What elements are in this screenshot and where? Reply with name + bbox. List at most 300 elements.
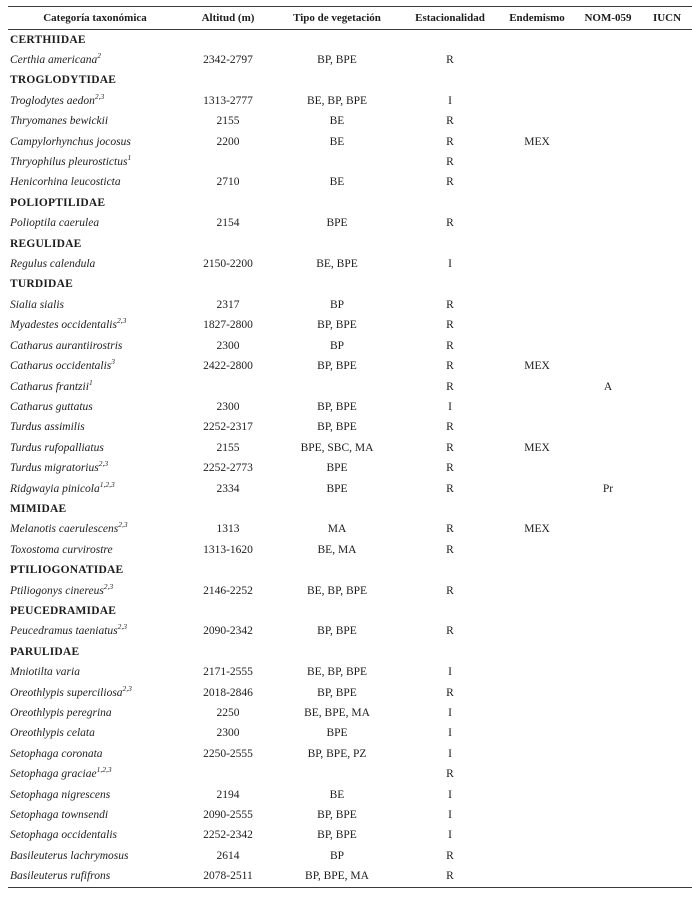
vegetation-cell: BPE [326,727,348,740]
species-name: Henicorhina leucosticta [10,176,121,189]
seasonality-cell: I [448,829,452,842]
seasonality-cell: I [448,809,452,822]
table-row [8,397,692,417]
seasonality-cell: R [446,135,454,148]
species-name-cell [8,173,182,193]
seasonality-cell: R [446,217,454,230]
seasonality-cell: R [446,523,454,536]
table-row [8,336,692,356]
species-table [8,6,692,888]
species-name-cell [8,397,182,417]
altitude-cell: 2614 [216,849,240,862]
seasonality-cell: I [448,747,452,760]
iucn-cell [642,540,692,560]
altitude-cell: 2090-2342 [203,625,253,638]
species-name-cell [8,826,182,846]
altitude-cell: 2252-2342 [203,829,253,842]
seasonality-cell: R [446,686,454,699]
nom059-cell [574,744,642,764]
species-name-cell [8,805,182,825]
iucn-cell [642,254,692,274]
nom059-cell [574,295,642,315]
table-row [8,50,692,70]
table-row [8,418,692,438]
vegetation-cell [274,765,400,785]
seasonality-cell: R [446,380,454,393]
species-superscript: 2,3 [118,520,128,530]
altitude-cell: 2300 [216,400,240,413]
nom059-cell [574,683,642,703]
species-name-cell [8,581,182,601]
col-header-altitude: Altitud (m) [201,12,255,24]
species-name-cell [8,765,182,785]
vegetation-cell: MA [327,523,347,536]
vegetation-cell: BE, BP, BPE [306,584,368,597]
vegetation-cell [274,152,400,172]
species-name-cell [8,867,182,888]
altitude-cell: 2334 [216,482,240,495]
species-superscript: 3 [111,357,116,367]
iucn-cell [642,703,692,723]
species-name-cell [8,377,182,397]
altitude-cell: 2155 [216,115,240,128]
species-name-cell [8,683,182,703]
species-name: Setophaga graciae [10,768,97,781]
iucn-cell [642,663,692,683]
table-row [8,438,692,458]
table-row [8,91,692,111]
vegetation-cell: BP [329,298,345,311]
table-row [8,316,692,336]
altitude-cell: 2422-2800 [203,360,253,373]
seasonality-cell: I [448,666,452,679]
seasonality-cell: R [446,441,454,454]
nom059-cell [574,826,642,846]
species-name: Ridgwayia pinicola [10,482,100,495]
species-name-cell [8,254,182,274]
col-header-seasonality: Estacionalidad [415,12,485,24]
vegetation-cell: BP, BPE [317,809,357,822]
species-superscript: 2,3 [117,622,128,632]
endemism-cell: MEX [524,360,550,373]
table-row [8,703,692,723]
species-name-cell [8,316,182,336]
vegetation-cell: BE [329,176,345,189]
table-row [8,152,692,172]
species-name-cell [8,132,182,152]
species-name: Thryophilus pleurostictus [10,156,128,169]
iucn-cell [642,316,692,336]
nom059-cell [574,785,642,805]
endemism-cell [500,336,574,356]
altitude-cell: 2252-2773 [203,462,253,475]
species-name: Certhia americana [10,54,98,66]
altitude-cell: 2342-2797 [203,54,253,66]
endemism-cell [500,479,574,499]
species-superscript: 2,3 [94,91,105,101]
vegetation-cell: BE, BPE, MA [304,707,370,719]
seasonality-cell: R [446,482,454,495]
species-name: Turdus assimilis [10,421,85,434]
altitude-cell: 2146-2252 [203,584,253,597]
nom059-cell [574,316,642,336]
species-name-cell [8,785,182,805]
species-name-cell [8,91,182,111]
table-row [8,132,692,152]
table-row [8,663,692,683]
altitude-cell [182,765,274,785]
species-name: Troglodytes aedon [10,94,95,107]
family-name: PARULIDAE [10,645,80,658]
species-name: Polioptila caerulea [10,217,100,230]
seasonality-cell: R [446,625,454,638]
family-name: TROGLODYTIDAE [10,74,117,87]
nom059-cell [574,336,642,356]
endemism-cell [500,173,574,193]
seasonality-cell: R [446,849,454,862]
species-name: Thryomanes bewickii [10,115,109,128]
table-row [8,520,692,540]
endemism-cell [500,418,574,438]
altitude-cell: 2194 [216,788,240,801]
table-row [8,826,692,846]
species-superscript: 1 [127,153,132,163]
nom059-cell [574,152,642,172]
species-superscript: 2,3 [122,683,132,693]
vegetation-cell: BE [329,788,345,801]
seasonality-cell: R [446,156,454,169]
species-name: Campylorhynchus jocosus [10,135,131,148]
species-name: Oreothlypis peregrina [10,707,112,719]
species-name: Toxostoma curvirostre [10,543,113,556]
endemism-cell [500,254,574,274]
altitude-cell: 2200 [216,135,240,148]
vegetation-cell: BPE [326,482,348,495]
seasonality-cell: I [448,788,452,801]
nom059-cell: Pr [602,482,614,495]
species-name: Basileuterus lachrymosus [10,849,129,862]
altitude-cell: 2300 [216,339,240,352]
iucn-cell [642,520,692,540]
vegetation-cell [274,377,400,397]
vegetation-cell: BPE, SBC, MA [300,441,374,454]
altitude-cell: 1827-2800 [203,319,253,332]
vegetation-cell: BP, BPE, MA [305,870,369,883]
iucn-cell [642,112,692,132]
col-header-vegetation: Tipo de vegetación [293,12,381,24]
iucn-cell [642,173,692,193]
species-name-cell [8,214,182,234]
seasonality-cell: R [446,360,454,373]
endemism-cell [500,867,574,888]
species-name: Catharus occidentalis [10,360,112,373]
altitude-cell [182,377,274,397]
altitude-cell: 1313 [216,523,240,536]
species-superscript: 1 [88,377,93,387]
iucn-cell [642,91,692,111]
endemism-cell [500,397,574,417]
nom059-cell [574,724,642,744]
table-row [8,581,692,601]
iucn-cell [642,336,692,356]
seasonality-cell: R [446,298,454,311]
vegetation-cell: BP, BPE [317,625,357,638]
iucn-cell [642,438,692,458]
seasonality-cell: I [448,258,452,271]
species-name-cell [8,152,182,172]
altitude-cell: 1313-1620 [203,543,253,556]
altitude-cell: 2018-2846 [203,686,253,699]
family-row [8,561,692,581]
table-row [8,622,692,642]
table-row [8,765,692,785]
iucn-cell [642,357,692,377]
iucn-cell [642,785,692,805]
table-row [8,173,692,193]
endemism-cell [500,724,574,744]
endemism-cell: MEX [524,441,550,454]
altitude-cell: 2300 [216,727,240,740]
table-row [8,805,692,825]
family-row [8,234,692,254]
nom059-cell [574,805,642,825]
family-row [8,193,692,213]
endemism-cell: MEX [524,523,550,536]
col-header-endemism: Endemismo [509,12,565,24]
altitude-cell: 2710 [216,176,240,189]
seasonality-cell: R [446,176,454,189]
nom059-cell [574,132,642,152]
species-superscript: 2,3 [116,316,127,326]
family-name: MIMIDAE [10,502,67,515]
altitude-cell: 2155 [216,441,240,454]
species-name-cell [8,520,182,540]
family-name: PTILIOGONATIDAE [10,564,124,577]
family-row [8,642,692,662]
endemism-cell [500,846,574,866]
nom059-cell [574,622,642,642]
nom059-cell [574,254,642,274]
family-name: CERTHIIDAE [10,33,86,46]
species-superscript: 2,3 [98,459,109,469]
species-name: Setophaga occidentalis [10,829,117,842]
species-name-cell [8,479,182,499]
vegetation-cell: BP, BPE, PZ [307,747,367,760]
seasonality-cell: R [446,115,454,128]
species-name-cell [8,459,182,479]
species-name: Mniotilta varia [10,666,80,679]
altitude-cell: 2252-2317 [203,421,253,434]
altitude-cell: 2154 [216,217,240,230]
seasonality-cell: I [448,707,452,719]
nom059-cell [574,438,642,458]
species-name: Regulus calendula [10,258,96,271]
nom059-cell [574,867,642,888]
species-name: Turdus rufopalliatus [10,441,104,454]
iucn-cell [642,581,692,601]
species-name: Catharus aurantiirostris [10,339,123,352]
species-name-cell [8,724,182,744]
table-header-row [8,7,692,30]
iucn-cell [642,622,692,642]
nom059-cell [574,214,642,234]
species-name: Peucedramus taeniatus [10,625,118,638]
endemism-cell [500,377,574,397]
species-name-cell [8,295,182,315]
nom059-cell [574,173,642,193]
table-row [8,785,692,805]
endemism-cell [500,765,574,785]
table-row [8,724,692,744]
iucn-cell [642,744,692,764]
species-name: Myadestes occidentalis [10,319,117,332]
family-row [8,71,692,91]
seasonality-cell: R [446,54,454,66]
table-row [8,214,692,234]
nom059-cell [574,91,642,111]
species-name-cell [8,50,182,70]
altitude-cell: 2150-2200 [203,258,253,271]
species-name-cell [8,622,182,642]
iucn-cell [642,295,692,315]
endemism-cell [500,744,574,764]
altitude-cell: 2171-2555 [203,666,253,679]
endemism-cell [500,316,574,336]
seasonality-cell: R [446,543,454,556]
species-name: Sialia sialis [10,298,64,311]
table-row [8,357,692,377]
family-name: PEUCEDRAMIDAE [10,604,117,617]
endemism-cell [500,785,574,805]
nom059-cell: A [603,380,613,393]
iucn-cell [642,867,692,888]
species-name: Setophaga townsendi [10,809,109,822]
seasonality-cell: R [446,462,454,475]
nom059-cell [574,703,642,723]
nom059-cell [574,581,642,601]
vegetation-cell: BPE [326,217,348,230]
endemism-cell [500,152,574,172]
table-row [8,459,692,479]
iucn-cell [642,214,692,234]
iucn-cell [642,805,692,825]
species-name-cell [8,703,182,723]
species-name-cell [8,540,182,560]
species-name-cell [8,418,182,438]
table-row [8,540,692,560]
iucn-cell [642,765,692,785]
vegetation-cell: BP, BPE [317,54,357,66]
iucn-cell [642,152,692,172]
seasonality-cell: R [446,870,454,883]
endemism-cell [500,703,574,723]
nom059-cell [574,50,642,70]
nom059-cell [574,765,642,785]
vegetation-cell: BE, BPE [316,258,358,271]
endemism-cell [500,683,574,703]
species-superscript: 1,2,3 [99,479,115,489]
vegetation-cell: BP [329,339,345,352]
altitude-cell: 2250-2555 [203,747,253,760]
species-name: Melanotis caerulescens [10,523,119,536]
table-row [8,479,692,499]
vegetation-cell: BP, BPE [317,400,357,413]
iucn-cell [642,846,692,866]
species-name: Turdus migratorius [10,462,99,475]
col-header-iucn: IUCN [652,12,682,24]
iucn-cell [642,479,692,499]
endemism-cell [500,663,574,683]
family-name: POLIOPTILIDAE [10,196,106,209]
family-name: TURDIDAE [10,278,73,291]
altitude-cell [182,152,274,172]
species-name: Basileuterus rufifrons [10,870,111,883]
endemism-cell: MEX [524,135,550,148]
family-row [8,601,692,621]
iucn-cell [642,50,692,70]
nom059-cell [574,112,642,132]
species-name-cell [8,744,182,764]
family-row [8,499,692,519]
altitude-cell: 2090-2555 [203,809,253,822]
seasonality-cell: R [446,768,454,781]
species-name: Ptiliogonys cinereus [10,584,104,597]
species-name-cell [8,438,182,458]
species-name-cell [8,663,182,683]
altitude-cell: 1313-2777 [203,94,253,107]
table-row [8,846,692,866]
vegetation-cell: BP, BPE [317,829,357,842]
seasonality-cell: R [446,584,454,597]
endemism-cell [500,540,574,560]
species-name-cell [8,336,182,356]
species-superscript: 2,3 [103,581,114,591]
endemism-cell [500,112,574,132]
endemism-cell [500,581,574,601]
table-row [8,377,692,397]
altitude-cell: 2078-2511 [203,870,253,883]
col-header-nom059: NOM-059 [584,12,632,24]
species-name-cell [8,357,182,377]
family-row [8,30,692,51]
iucn-cell [642,397,692,417]
seasonality-cell: R [446,339,454,352]
iucn-cell [642,683,692,703]
species-name-cell [8,112,182,132]
endemism-cell [500,622,574,642]
iucn-cell [642,377,692,397]
family-name: REGULIDAE [10,237,82,250]
nom059-cell [574,846,642,866]
endemism-cell [500,50,574,70]
species-name: Catharus frantzii [10,380,89,393]
table-row [8,112,692,132]
species-name: Oreothlypis superciliosa [10,686,123,699]
vegetation-cell: BP, BPE [317,421,357,434]
seasonality-cell: I [448,94,452,107]
iucn-cell [642,418,692,438]
endemism-cell [500,826,574,846]
iucn-cell [642,826,692,846]
endemism-cell [500,459,574,479]
altitude-cell: 2317 [216,298,240,311]
vegetation-cell: BE [329,115,345,128]
seasonality-cell: R [446,319,454,332]
family-row [8,275,692,295]
nom059-cell [574,663,642,683]
table-row [8,683,692,703]
vegetation-cell: BP [329,849,345,862]
